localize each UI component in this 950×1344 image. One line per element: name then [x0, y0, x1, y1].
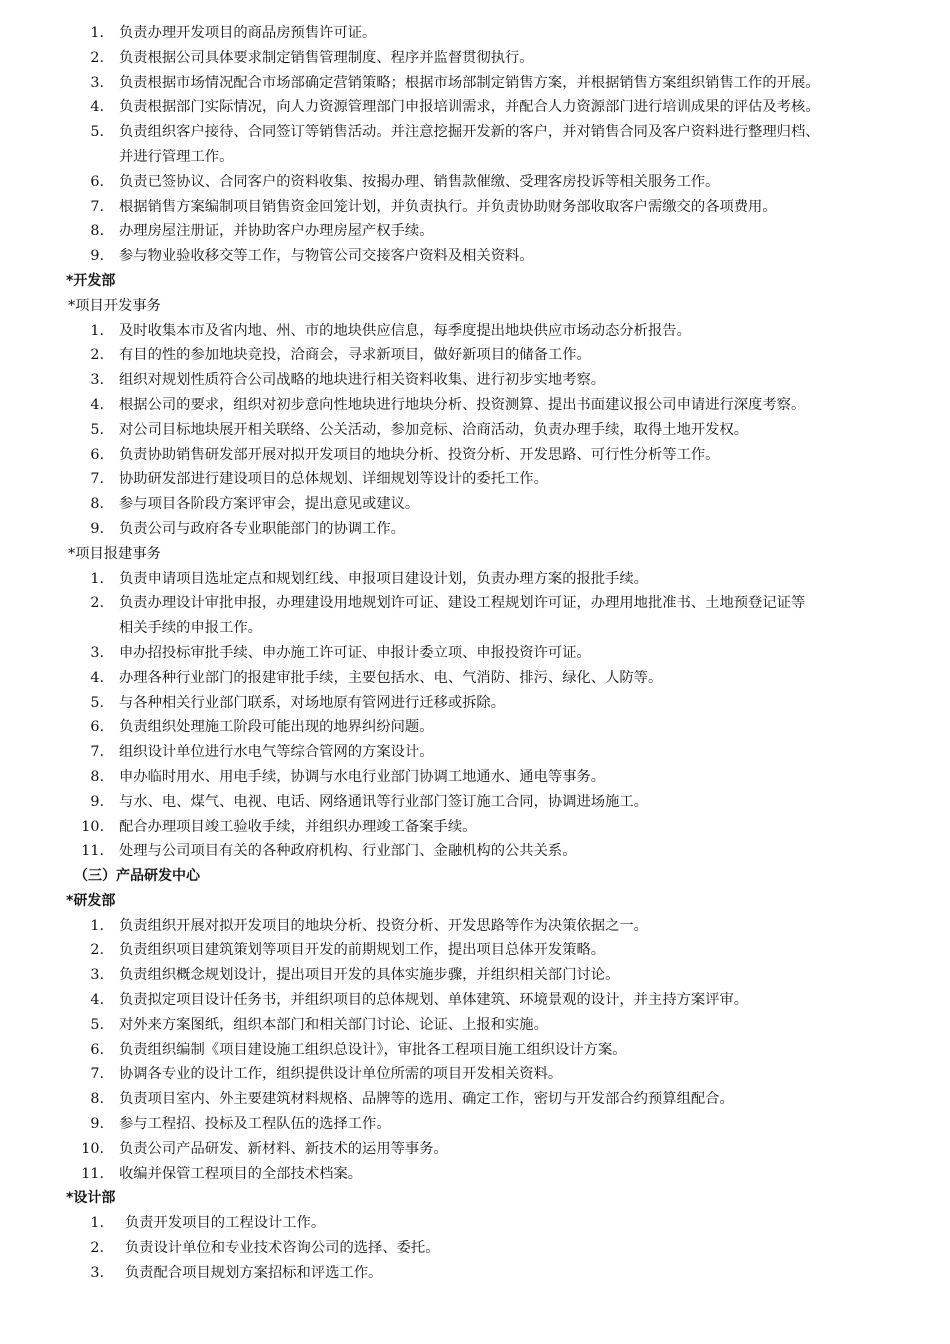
list-item-number: 7.: [90, 471, 104, 488]
list-item-number: 8.: [90, 496, 104, 513]
list-item-number: 1.: [90, 1215, 104, 1232]
list-item-number: 5.: [90, 421, 104, 438]
list-item-text: 负责拟定项目设计任务书，并组织项目的总体规划、单体建筑、环境景观的设计，并主持方案评审。: [119, 992, 749, 1009]
list-item: [0, 244, 950, 269]
list-item-number: 3.: [90, 372, 104, 389]
list-item-number: 2.: [90, 1240, 104, 1257]
list-item-number: 6.: [90, 1041, 104, 1058]
list-item: [0, 517, 950, 542]
list-item: [0, 666, 950, 691]
list-item: [0, 443, 950, 468]
list-item-text: 负责根据公司具体要求制定销售管理制度、程序并监督贯彻执行。: [119, 49, 534, 66]
list-item-number: 1.: [90, 322, 104, 339]
list-item-text: 负责公司与政府各专业职能部门的协调工作。: [119, 520, 405, 537]
list-item-text: 参与项目各阶段方案评审会，提出意见或建议。: [119, 496, 420, 513]
list-item: [0, 393, 950, 418]
heading-text: *项目报建事务: [68, 545, 161, 562]
list-item-text: 负责组织项目建筑策划等项目开发的前期规划工作，提出项目总体开发策略。: [119, 942, 606, 959]
list-item-number: 1.: [90, 570, 104, 587]
list-item-number: 9.: [90, 248, 104, 265]
list-item-number: 3.: [90, 74, 104, 91]
list-item-text: 参与工程招、投标及工程队伍的选择工作。: [119, 1116, 391, 1133]
list-item: [0, 641, 950, 666]
list-item-text: 对公司目标地块展开相关联络、公关活动，参加竞标、洽商活动，负责办理手续，取得土地开发权。: [119, 421, 749, 438]
list-item-text: 协助研发部进行建设项目的总体规划、详细规划等设计的委托工作。: [119, 471, 548, 488]
list-item-text: 申办临时用水、用电手续，协调与水电行业部门协调工地通水、通电等事务。: [119, 768, 606, 785]
list-item: [0, 170, 950, 195]
list-item-text: 负责根据部门实际情况，向人力资源管理部门申报培训需求，并配合人力资源部门进行培训成果的评估及考核。: [119, 99, 820, 116]
list-item-text: 有目的性的参加地块竞投，洽商会，寻求新项目，做好新项目的储备工作。: [119, 347, 591, 364]
list-item: [0, 567, 950, 592]
list-item: [0, 691, 950, 716]
list-item-number: 2.: [90, 942, 104, 959]
list-item-text: 负责项目室内、外主要建筑材料规格、品牌等的选用、确定工作，密切与开发部合约预算组配合。: [119, 1091, 734, 1108]
list-item-number: 7.: [90, 198, 104, 215]
list-item-text: 负责办理设计审批申报，办理建设用地规划许可证、建设工程规划许可证，办理用地批准书、土地预登记证等: [119, 595, 806, 612]
list-item-text: 并进行管理工作。: [119, 148, 234, 165]
list-item-number: 2.: [90, 595, 104, 612]
list-item-text: 协调各专业的设计工作，组织提供设计单位所需的项目开发相关资料。: [119, 1066, 563, 1083]
list-item: [0, 1211, 950, 1236]
list-item-text: 收编并保管工程项目的全部技术档案。: [119, 1165, 363, 1182]
list-item-text: 负责设计单位和专业技术咨询公司的选择、委托。: [125, 1240, 440, 1257]
list-item: [0, 1062, 950, 1087]
list-item-text: 负责组织概念规划设计，提出项目开发的具体实施步骤，并组织相关部门讨论。: [119, 967, 620, 984]
heading-text: *研发部: [66, 892, 116, 909]
list-item: [0, 71, 950, 96]
list-item: [0, 790, 950, 815]
heading-text: （三）产品研发中心: [74, 868, 200, 885]
list-item: [0, 219, 950, 244]
list-item: [0, 988, 950, 1013]
list-item: [0, 715, 950, 740]
list-item: [0, 46, 950, 71]
heading-text: *项目开发事务: [68, 297, 161, 314]
list-item-text: 负责组织开展对拟开发项目的地块分析、投资分析、开发思路等作为决策依据之一。: [119, 917, 648, 934]
list-item-text: 处理与公司项目有关的各种政府机构、行业部门、金融机构的公共关系。: [119, 843, 577, 860]
list-item-number: 3.: [90, 1264, 104, 1281]
list-item: [0, 963, 950, 988]
section-heading: [0, 1186, 950, 1211]
list-item: [0, 1112, 950, 1137]
list-item: [0, 1236, 950, 1261]
list-item-number: 7.: [90, 1066, 104, 1083]
list-item: [0, 839, 950, 864]
list-item-number: 7.: [90, 744, 104, 761]
list-item-number: 4.: [90, 669, 104, 686]
list-item-number: 2.: [90, 347, 104, 364]
list-item: [0, 21, 950, 46]
list-item-text: 负责已签协议、合同客户的资料收集、按揭办理、销售款催缴、受理客房投诉等相关服务工作。: [119, 173, 720, 190]
list-item-number: 9.: [90, 793, 104, 810]
list-item-number: 3.: [90, 644, 104, 661]
list-item-text: 与各种相关行业部门联系，对场地原有管网进行迁移或拆除。: [119, 694, 506, 711]
list-item-number: 5.: [90, 694, 104, 711]
list-item: [0, 120, 950, 145]
list-item-text: 组织对规划性质符合公司战略的地块进行相关资料收集、进行初步实地考察。: [119, 372, 606, 389]
list-item: [0, 319, 950, 344]
heading-text: *设计部: [66, 1190, 116, 1207]
list-item: [0, 815, 950, 840]
list-item-text: 参与物业验收移交等工作，与物管公司交接客户资料及相关资料。: [119, 248, 534, 265]
list-item-text: 负责组织客户接待、合同签订等销售活动。并注意挖掘开发新的客户，并对销售合同及客户资料进行整理归档、: [119, 124, 820, 141]
list-item-text: 根据公司的要求，组织对初步意向性地块进行地块分析、投资测算、提出书面建议报公司申请进行深度考察。: [119, 396, 806, 413]
list-item-text: 负责申请项目选址定点和规划红线、申报项目建设计划，负责办理方案的报批手续。: [119, 570, 648, 587]
section-heading: [0, 269, 950, 294]
list-item: [0, 1087, 950, 1112]
list-item-number: 5.: [90, 124, 104, 141]
list-item-number: 10.: [81, 1140, 104, 1157]
list-item-text: 对外来方案图纸，组织本部门和相关部门讨论、论证、上报和实施。: [119, 1016, 548, 1033]
list-item-text: 负责组织编制《项目建设施工组织总设计》，审批各工程项目施工组织设计方案。: [119, 1041, 627, 1058]
list-item: [0, 938, 950, 963]
list-item-text: 与水、电、煤气、电视、电话、网络通讯等行业部门签订施工合同，协调进场施工。: [119, 793, 648, 810]
list-item: [0, 343, 950, 368]
list-item-text: 申办招投标审批手续、申办施工许可证、申报计委立项、申报投资许可证。: [119, 644, 591, 661]
list-item-number: 8.: [90, 1091, 104, 1108]
list-item-text: 负责公司产品研发、新材料、新技术的运用等事务。: [119, 1140, 448, 1157]
list-item-number: 3.: [90, 967, 104, 984]
list-item-number: 2.: [90, 49, 104, 66]
list-item-number: 1.: [90, 917, 104, 934]
list-item: [0, 1137, 950, 1162]
list-item-text: 根据销售方案编制项目销售资金回笼计划，并负责执行。并负责协助财务部收取客户需缴交的各项费用。: [119, 198, 777, 215]
list-item-text: 相关手续的申报工作。: [119, 620, 262, 637]
list-item-text: 负责配合项目规划方案招标和评选工作。: [125, 1264, 383, 1281]
list-item: [0, 418, 950, 443]
list-item-number: 5.: [90, 1016, 104, 1033]
list-item-number: 6.: [90, 719, 104, 736]
list-item-text: 负责办理开发项目的商品房预售许可证。: [119, 25, 377, 41]
list-item-number: 11.: [81, 843, 104, 860]
list-item-number: 1.: [90, 25, 104, 41]
list-item-text: 负责组织处理施工阶段可能出现的地界纠纷问题。: [119, 719, 434, 736]
list-item: [0, 914, 950, 939]
list-item: [0, 765, 950, 790]
list-item: [0, 467, 950, 492]
list-item-continuation: [0, 145, 950, 170]
list-item-number: 11.: [81, 1165, 104, 1182]
list-item-number: 9.: [90, 1116, 104, 1133]
heading-text: *开发部: [66, 272, 116, 289]
list-item-text: 办理各种行业部门的报建审批手续，主要包括水、电、气消防、排污、绿化、人防等。: [119, 669, 663, 686]
section-heading: [0, 889, 950, 914]
section-heading: [0, 864, 950, 889]
list-item-text: 配合办理项目竣工验收手续，并组织办理竣工备案手续。: [119, 818, 477, 835]
list-item: [0, 95, 950, 120]
list-item: [0, 1038, 950, 1063]
section-heading: [0, 542, 950, 567]
list-item: [0, 368, 950, 393]
list-item-number: 9.: [90, 520, 104, 537]
list-item-text: 办理房屋注册证，并协助客户办理房屋产权手续。: [119, 223, 434, 240]
list-item: [0, 195, 950, 220]
list-item-number: 6.: [90, 446, 104, 463]
list-item: [0, 1013, 950, 1038]
list-item-text: 负责根据市场情况配合市场部确定营销策略；根据市场部制定销售方案，并根据销售方案组织销售工作的开展。: [119, 74, 820, 91]
list-item: [0, 1261, 950, 1286]
list-item-text: 及时收集本市及省内地、州、市的地块供应信息，每季度提出地块供应市场动态分析报告。: [119, 322, 691, 339]
list-item-number: 4.: [90, 992, 104, 1009]
list-item-continuation: [0, 616, 950, 641]
list-item-number: 8.: [90, 223, 104, 240]
list-item-number: 6.: [90, 173, 104, 190]
list-item-number: 4.: [90, 396, 104, 413]
list-item-text: 负责开发项目的工程设计工作。: [125, 1215, 326, 1232]
list-item: [0, 1162, 950, 1187]
list-item-number: 10.: [81, 818, 104, 835]
list-item-number: 4.: [90, 99, 104, 116]
list-item: [0, 740, 950, 765]
list-item-text: 组织设计单位进行水电气等综合管网的方案设计。: [119, 744, 434, 761]
list-item: [0, 591, 950, 616]
list-item: [0, 492, 950, 517]
list-item-number: 8.: [90, 768, 104, 785]
section-heading: [0, 294, 950, 319]
list-item-text: 负责协助销售研发部开展对拟开发项目的地块分析、投资分析、开发思路、可行性分析等工作。: [119, 446, 720, 463]
